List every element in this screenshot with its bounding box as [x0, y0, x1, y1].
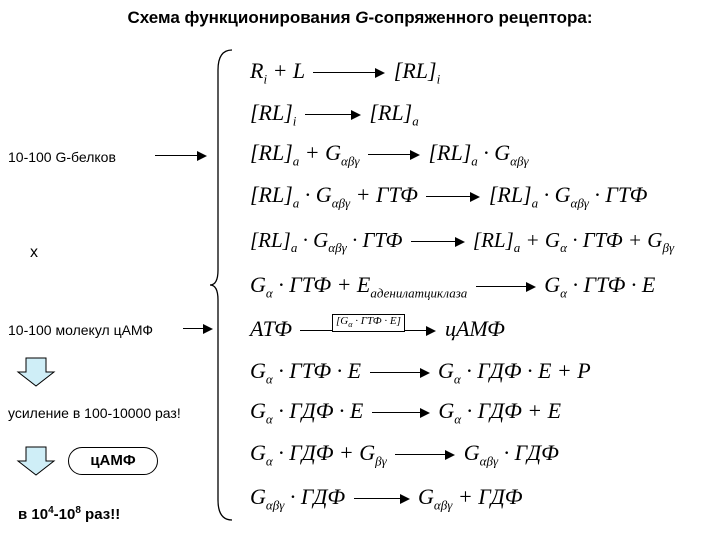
equation-2: $[RL]_i$ $[RL]_a$	[250, 100, 419, 129]
camp-molecules-label: 10-100 молекул цАМФ	[8, 322, 154, 338]
equation-1: $R_i + L$ $[RL]_i$	[250, 58, 441, 87]
reaction-arrow	[368, 150, 420, 160]
reaction-arrow	[370, 368, 430, 378]
equation-11: $G_{\alpha\beta\gamma}$ · ГДФ $G_{\alpha\beta\gamma}$ + ГДФ	[250, 484, 523, 513]
catalyst-label: [$G_\alpha$ · ГТФ · E]	[332, 314, 405, 332]
total-amplification-label: в $10^4-10^8$ раз!!	[18, 505, 121, 523]
reaction-arrow	[426, 192, 480, 202]
reaction-arrow	[476, 282, 536, 292]
reaction-arrow	[354, 494, 410, 504]
camp-molecules-arrow	[183, 324, 213, 334]
equation-3: $[RL]_a + G_{\alpha\beta\gamma}$ $[RL]_a \cdot G_{\alpha\beta\gamma}$	[250, 140, 529, 169]
reaction-arrow	[395, 450, 455, 460]
g-proteins-arrow	[155, 151, 207, 161]
left-brace	[208, 45, 238, 525]
reaction-arrow	[313, 68, 385, 78]
equation-6: $G_\alpha$ · ГТФ + $E_{аденилатциклаза}$ $G_\alpha$ · ГТФ · E	[250, 272, 656, 301]
down-arrow-icon	[16, 446, 56, 476]
equation-9: $G_\alpha$ · ГДФ · E $G_\alpha$ · ГДФ + E	[250, 398, 562, 427]
equation-4: $[RL]_a \cdot G_{\alpha\beta\gamma}$ + ГТФ $[RL]_a \cdot G_{\alpha\beta\gamma}$ · ГТФ	[250, 182, 648, 211]
page-title: Схема функционирования G-сопряженного рецептора:	[127, 8, 593, 27]
times-label: x	[30, 244, 38, 261]
equation-8: $G_\alpha$ · ГТФ · E $G_\alpha$ · ГДФ · E + P	[250, 358, 591, 387]
reaction-arrow	[305, 110, 361, 120]
equation-7: АТФ цАМФ	[250, 316, 505, 341]
reaction-arrow	[411, 237, 465, 247]
down-arrow-icon	[16, 357, 56, 387]
equation-5: $[RL]_a \cdot G_{\alpha\beta\gamma}$ · ГТФ $[RL]_a + G_\alpha$ · ГТФ + $G_{\beta\gamma}$	[250, 228, 675, 256]
camp-badge: цАМФ	[68, 447, 158, 475]
equation-10: $G_\alpha$ · ГДФ + $G_{\beta\gamma}$ $G_{\alpha\beta\gamma}$ · ГДФ	[250, 440, 559, 469]
reaction-arrow	[372, 408, 430, 418]
amplification-label: усиление в 100-10000 раз!	[8, 405, 181, 421]
g-proteins-label: 10-100 G-белков	[8, 149, 116, 165]
